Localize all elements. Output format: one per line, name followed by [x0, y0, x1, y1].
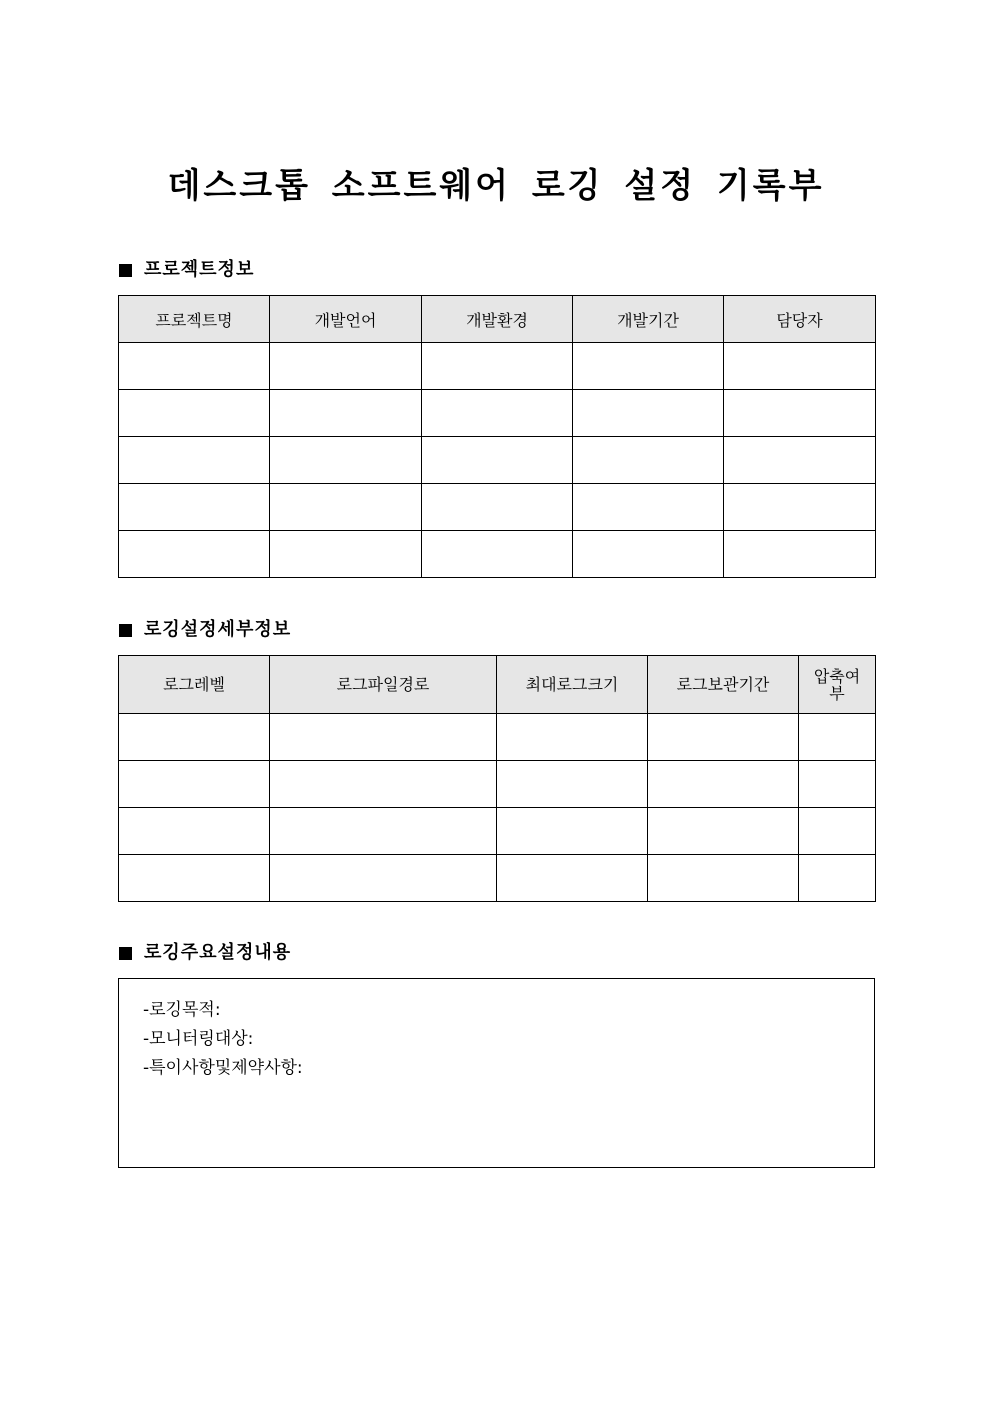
table-cell[interactable]	[799, 808, 876, 855]
table-cell[interactable]	[799, 855, 876, 902]
table-cell[interactable]	[270, 390, 422, 437]
table-cell[interactable]	[573, 484, 724, 531]
column-header-owner: 담당자	[724, 296, 876, 343]
table-cell[interactable]	[270, 761, 497, 808]
table-row	[119, 437, 876, 484]
table-cell[interactable]	[648, 761, 799, 808]
table-cell[interactable]	[119, 484, 270, 531]
section-heading-logging-main	[119, 941, 291, 965]
table-row	[119, 484, 876, 531]
table-cell[interactable]	[724, 484, 876, 531]
table-header-row	[119, 656, 876, 714]
table-row	[119, 808, 876, 855]
square-bullet-icon	[119, 264, 132, 277]
table-cell[interactable]	[573, 437, 724, 484]
table-cell[interactable]	[119, 714, 270, 761]
table-cell[interactable]	[422, 531, 573, 578]
note-line-logging-purpose: -로깅목적:	[143, 1000, 221, 1020]
table-cell[interactable]	[497, 761, 648, 808]
section-heading-project	[119, 258, 254, 282]
table-cell[interactable]	[270, 714, 497, 761]
column-header-dev-language: 개발언어	[270, 296, 422, 343]
table-cell[interactable]	[648, 855, 799, 902]
table-cell[interactable]	[724, 437, 876, 484]
table-cell[interactable]	[119, 343, 270, 390]
project-info-table	[118, 295, 876, 578]
column-header-dev-period: 개발기간	[573, 296, 724, 343]
table-cell[interactable]	[422, 390, 573, 437]
table-cell[interactable]	[119, 761, 270, 808]
table-row	[119, 855, 876, 902]
table-cell[interactable]	[573, 390, 724, 437]
table-cell[interactable]	[497, 714, 648, 761]
table-cell[interactable]	[119, 531, 270, 578]
table-cell[interactable]	[270, 484, 422, 531]
table-cell[interactable]	[497, 808, 648, 855]
table-cell[interactable]	[724, 343, 876, 390]
table-cell[interactable]	[270, 437, 422, 484]
table-header-row	[119, 296, 876, 343]
table-cell[interactable]	[270, 808, 497, 855]
table-row	[119, 714, 876, 761]
table-cell[interactable]	[648, 714, 799, 761]
logging-detail-table	[118, 655, 876, 902]
square-bullet-icon	[119, 624, 132, 637]
square-bullet-icon	[119, 947, 132, 960]
column-header-compression: 압축여부	[799, 656, 876, 714]
table-cell[interactable]	[119, 390, 270, 437]
column-header-log-level: 로그레벨	[119, 656, 270, 714]
table-cell[interactable]	[422, 343, 573, 390]
table-cell[interactable]	[724, 531, 876, 578]
note-line-monitoring-target: -모니터링대상:	[143, 1029, 254, 1049]
table-row	[119, 343, 876, 390]
table-cell[interactable]	[799, 714, 876, 761]
section-heading-logging-detail	[119, 618, 291, 642]
table-cell[interactable]	[270, 855, 497, 902]
table-cell[interactable]	[648, 808, 799, 855]
column-header-dev-environment: 개발환경	[422, 296, 573, 343]
logging-notes-box[interactable]	[118, 978, 875, 1168]
table-cell[interactable]	[799, 761, 876, 808]
document-title: 데스크톱 소프트웨어 로깅 설정 기록부	[167, 166, 825, 206]
note-line-remarks-constraints: -특이사항및제약사항:	[143, 1058, 303, 1078]
table-row	[119, 761, 876, 808]
section-heading-label: 로깅주요설정내용	[144, 942, 292, 963]
section-heading-label: 로깅설정세부정보	[144, 619, 292, 640]
table-cell[interactable]	[422, 437, 573, 484]
table-row	[119, 531, 876, 578]
table-row	[119, 390, 876, 437]
table-cell[interactable]	[497, 855, 648, 902]
column-header-log-retention: 로그보관기간	[648, 656, 799, 714]
table-cell[interactable]	[270, 343, 422, 390]
section-heading-label: 프로젝트정보	[144, 259, 255, 280]
table-cell[interactable]	[119, 437, 270, 484]
table-cell[interactable]	[119, 808, 270, 855]
table-cell[interactable]	[119, 855, 270, 902]
table-cell[interactable]	[573, 343, 724, 390]
table-cell[interactable]	[573, 531, 724, 578]
column-header-log-file-path: 로그파일경로	[270, 656, 497, 714]
table-cell[interactable]	[724, 390, 876, 437]
column-header-max-log-size: 최대로그크기	[497, 656, 648, 714]
column-header-project-name: 프로젝트명	[119, 296, 270, 343]
table-cell[interactable]	[270, 531, 422, 578]
table-cell[interactable]	[422, 484, 573, 531]
